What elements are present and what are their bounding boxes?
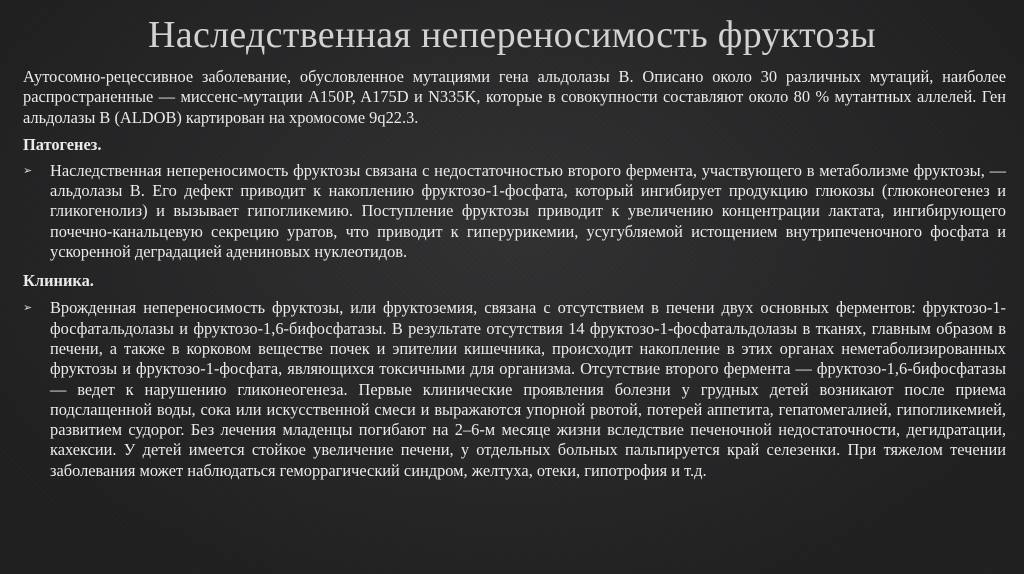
- pathogenesis-text: Наследственная непереносимость фруктозы связана с недостаточностью второго фермента, участвующего в метаболизме фруктозы, — альдолазы B. Его дефект приводит к накоплению фруктозо-1-фосфата, который ингибирует продукцию глюкозы (глюконеогенез и гликогенолиз) и вызывает гипогликемию. Поступление фруктозы приводит к увеличению концентрации лактата, ингибирующего почечно-канальцевую секрецию уратов, что приводит к гиперурикемии, усугубляемой истощением внутрипеченочного фосфата и ускоренной деградацией адениновых нуклеотидов.: [50, 160, 1006, 262]
- clinic-heading: Клиника.: [23, 271, 94, 291]
- intro-paragraph: Аутосомно-рецессивное заболевание, обусловленное мутациями гена альдолазы В. Описано около 30 различных мутаций, наиболее распространенные — миссенс-мутации A150P, A175D и N335K, которые в совокупности составляют около 80 % мутантных аллелей. Ген альдолазы B (ALDOB) картирован на хромосоме 9q22.3.: [23, 67, 1006, 127]
- clinic-text: Врожденная непереносимость фруктозы, или фруктоземия, связана с отсутствием в печени двух основных ферментов: фруктозо-1- фосфатальдолазы и фруктозо-1,6-бифосфатазы. В результате отсутствия 14 фруктозо-1-фосфатальдолазы в тканях, главным образом в печени, а также в корковом веществе почек и эпителии кишечника, происходит накопление в этих органах неметаболизированных фруктозы и фруктозо-1-фосфата, являющихся токсичными для организма. Отсутствие второго фермента — фруктозо-1,6-бифосфатазы — ведет к нарушению гликонеогенеза. Первые клинические проявления болезни у грудных детей возникают после приема подслащенной воды, сока или искусственной смеси и выражаются упорной рвотой, потерей аппетита, гепатомегалией, гипогликемией, развитием судорог. Без лечения младенцы погибают на 2–6-м месяце жизни вследствие печеночной недостаточности, дегидратации, кахексии. У детей имеется стойкое увеличение печени, у отдельных больных пальпируется край селезенки. При тяжелом течении заболевания может наблюдаться геморрагический синдром, желтуха, отеки, гипотрофия и т.д.: [50, 298, 1006, 480]
- pathogenesis-heading: Патогенез.: [23, 134, 102, 154]
- clinic-item: [23, 298, 1006, 481]
- slide-title: Наследственная непереносимость фруктозы: [148, 14, 876, 56]
- arrow-bullet-icon: ➢: [23, 164, 33, 177]
- pathogenesis-item: [23, 161, 1006, 262]
- arrow-bullet-icon: ➢: [23, 302, 33, 315]
- slide-body: [23, 67, 1006, 481]
